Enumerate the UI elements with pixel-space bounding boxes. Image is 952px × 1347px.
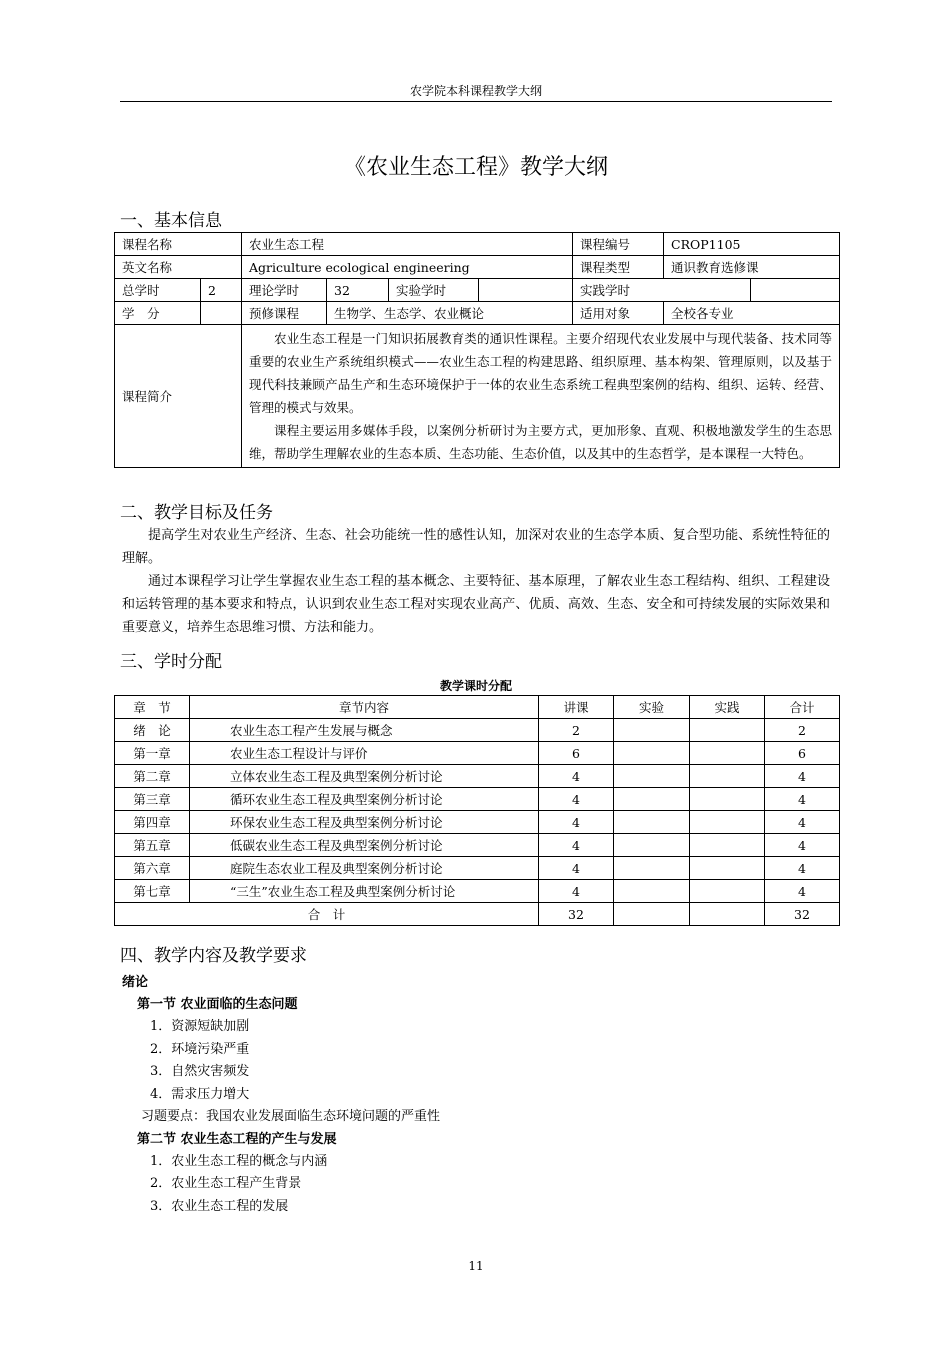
total-cell: 4 — [765, 788, 840, 811]
list-item: 2．环境污染严重 — [150, 1042, 250, 1057]
total-sum: 32 — [765, 903, 840, 926]
theory-hours-label: 理论学时 — [242, 279, 327, 302]
chapter-cell: 第三章 — [115, 788, 190, 811]
total-cell: 2 — [765, 719, 840, 742]
course-name-label: 课程名称 — [115, 233, 242, 256]
page-number: 11 — [468, 1259, 484, 1273]
lab-cell — [614, 834, 690, 857]
document-title: 《农业生态工程》教学大纲 — [343, 155, 608, 180]
total-practice — [690, 903, 765, 926]
content-cell: 立体农业生态工程及典型案例分析讨论 — [190, 765, 539, 788]
course-name: 农业生态工程 — [242, 233, 573, 256]
course-code-label: 课程编号 — [573, 233, 664, 256]
section-2-heading: 二、教学目标及任务 — [120, 503, 273, 523]
goals-paragraph: 通过本课程学习让学生掌握农业生态工程的基本概念、主要特征、基本原理，了解农业生态工程结构、组织、工程建设和运转管理的基本要求和特点，认识到农业生态工程对实现农业高产、优质、高效、生态、安全和可持续发展的实际效果和重要意义，培养生态思维习惯、方法和能力。 — [122, 574, 830, 635]
total-lecture: 32 — [539, 903, 614, 926]
table-row — [115, 719, 840, 742]
lab-cell — [614, 857, 690, 880]
lecture-cell: 4 — [539, 857, 614, 880]
table-row — [115, 742, 840, 765]
total-cell: 4 — [765, 880, 840, 903]
audience-label: 适用对象 — [573, 302, 664, 325]
lab-cell — [614, 742, 690, 765]
practice-cell — [690, 719, 765, 742]
lecture-cell: 4 — [539, 834, 614, 857]
content-cell: 低碳农业生态工程及典型案例分析讨论 — [190, 834, 539, 857]
lab-cell — [614, 788, 690, 811]
table-row — [115, 765, 840, 788]
content-cell: 农业生态工程设计与评价 — [190, 742, 539, 765]
table-header-row — [115, 696, 840, 719]
header-rule — [120, 101, 832, 102]
practice-hours-label: 实践学时 — [573, 279, 751, 302]
practice-cell — [690, 880, 765, 903]
course-type: 通识教育选修课 — [664, 256, 840, 279]
lab-cell — [614, 765, 690, 788]
column-header: 讲课 — [539, 696, 614, 719]
column-header: 合计 — [765, 696, 840, 719]
lab-cell — [614, 811, 690, 834]
prerequisite: 生物学、生态学、农业概论 — [327, 302, 573, 325]
list-item: 1．农业生态工程的概念与内涵 — [150, 1154, 328, 1169]
total-cell: 4 — [765, 857, 840, 880]
practice-cell — [690, 834, 765, 857]
list-item: 4．需求压力增大 — [150, 1087, 250, 1102]
table-row — [115, 811, 840, 834]
audience: 全校各专业 — [664, 302, 840, 325]
column-header: 实践 — [690, 696, 765, 719]
hours-table — [114, 695, 840, 926]
lecture-cell: 4 — [539, 811, 614, 834]
chapter-cell: 第一章 — [115, 742, 190, 765]
practice-cell — [690, 811, 765, 834]
lab-cell — [614, 880, 690, 903]
content-cell: 庭院生态农业工程及典型案例分析讨论 — [190, 857, 539, 880]
list-item: 3．农业生态工程的发展 — [150, 1199, 289, 1214]
content-cell: 循环农业生态工程及典型案例分析讨论 — [190, 788, 539, 811]
total-cell: 4 — [765, 834, 840, 857]
course-code: CROP1105 — [664, 233, 840, 256]
lecture-cell: 4 — [539, 765, 614, 788]
total-hours: 2 — [201, 279, 242, 302]
table-row — [115, 834, 840, 857]
practice-cell — [690, 857, 765, 880]
practice-cell — [690, 765, 765, 788]
chapter-cell: 绪 论 — [115, 719, 190, 742]
content-cell: 环保农业生态工程及典型案例分析讨论 — [190, 811, 539, 834]
goals-text — [122, 524, 830, 639]
chapter-cell: 第四章 — [115, 811, 190, 834]
list-item: 3．自然灾害频发 — [150, 1064, 250, 1079]
practice-cell — [690, 788, 765, 811]
course-intro-label: 课程简介 — [115, 325, 242, 468]
course-intro-paragraph: 农业生态工程是一门知识拓展教育类的通识性课程。主要介绍现代农业发展中与现代装备、技术同等重要的农业生产系统组织模式——农业生态工程的构建思路、组织原理、基本构架、管理原则，以及基于现代科技兼顾产品生产和生态环境保护于一体的农业生态系统工程典型案例的结构、组织、运转、经营、管理的模式与效果。 — [249, 331, 833, 415]
intro-heading: 绪论 — [122, 975, 149, 990]
list-item: 1．资源短缺加剧 — [150, 1019, 250, 1034]
lecture-cell: 4 — [539, 880, 614, 903]
total-lab — [614, 903, 690, 926]
table-row — [115, 857, 840, 880]
table-row — [115, 788, 840, 811]
practice-hours — [751, 279, 840, 302]
goals-paragraph: 提高学生对农业生产经济、生态、社会功能统一性的感性认知，加深对农业的生态学本质、复合型功能、系统性特征的理解。 — [122, 528, 830, 566]
lecture-cell: 6 — [539, 742, 614, 765]
total-cell: 4 — [765, 811, 840, 834]
page-header: 农学院本科课程教学大纲 — [409, 84, 542, 98]
lab-hours — [479, 279, 573, 302]
chapter-cell: 第六章 — [115, 857, 190, 880]
lab-hours-label: 实验学时 — [389, 279, 479, 302]
content-cell: 农业生态工程产生发展与概念 — [190, 719, 539, 742]
section-3-heading: 三、学时分配 — [120, 652, 222, 672]
column-header: 章节内容 — [190, 696, 539, 719]
english-name: Agriculture ecological engineering — [242, 256, 573, 279]
section-4-heading: 四、教学内容及教学要求 — [120, 946, 307, 966]
course-intro-paragraph: 课程主要运用多媒体手段，以案例分析研讨为主要方式，更加形象、直观、积极地激发学生的生态思维，帮助学生理解农业的生态本质、生态功能、生态价值，以及其中的生态哲学，是本课程一大特色。 — [249, 423, 833, 461]
theory-hours: 32 — [327, 279, 389, 302]
total-cell: 4 — [765, 765, 840, 788]
prerequisite-label: 预修课程 — [242, 302, 327, 325]
table-row — [115, 880, 840, 903]
lecture-cell: 2 — [539, 719, 614, 742]
column-header: 章 节 — [115, 696, 190, 719]
table-caption: 教学课时分配 — [439, 679, 512, 693]
total-cell: 6 — [765, 742, 840, 765]
content-cell: “三生”农业生态工程及典型案例分析讨论 — [190, 880, 539, 903]
chapter-cell: 第五章 — [115, 834, 190, 857]
total-label: 合 计 — [115, 903, 539, 926]
credit — [201, 302, 242, 325]
subsection-heading: 第二节 农业生态工程的产生与发展 — [137, 1132, 337, 1147]
total-row — [115, 903, 840, 926]
column-header: 实验 — [614, 696, 690, 719]
lecture-cell: 4 — [539, 788, 614, 811]
list-item: 2．农业生态工程产生背景 — [150, 1176, 302, 1191]
section-1-heading: 一、基本信息 — [120, 211, 222, 231]
exercise-note: 习题要点：我国农业发展面临生态环境问题的严重性 — [141, 1109, 441, 1124]
basic-info-table — [114, 232, 840, 468]
chapter-cell: 第二章 — [115, 765, 190, 788]
lab-cell — [614, 719, 690, 742]
credit-label: 学 分 — [115, 302, 201, 325]
course-intro — [242, 325, 840, 468]
english-name-label: 英文名称 — [115, 256, 242, 279]
total-hours-label: 总学时 — [115, 279, 201, 302]
course-type-label: 课程类型 — [573, 256, 664, 279]
practice-cell — [690, 742, 765, 765]
chapter-cell: 第七章 — [115, 880, 190, 903]
subsection-heading: 第一节 农业面临的生态问题 — [137, 997, 298, 1012]
